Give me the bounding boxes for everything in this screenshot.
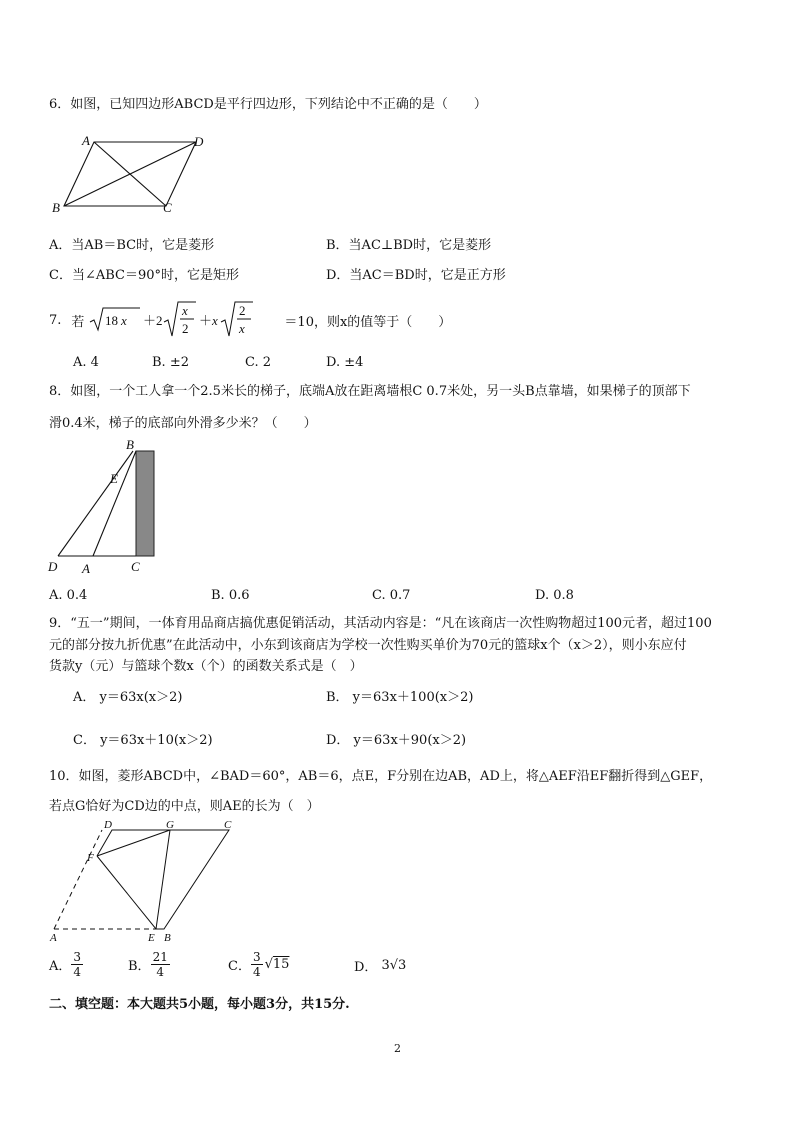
q10-label-c: C bbox=[224, 819, 232, 831]
q9-line3: 货款y（元）与篮球个数x（个）的函数关系式是（ ） bbox=[49, 659, 363, 674]
q8-label-a: A bbox=[82, 561, 90, 575]
q8-ladder-figure bbox=[46, 435, 166, 575]
q7-ruo: 若 bbox=[71, 314, 85, 330]
q8-line2: 滑0.4米，梯子的底部向外滑多少米？（ ） bbox=[49, 416, 317, 431]
q10-option-c-label: C． bbox=[228, 959, 251, 974]
svg-text:x: x bbox=[212, 313, 219, 328]
q6-label-d: D bbox=[194, 134, 204, 149]
q10-label-f: F bbox=[87, 852, 94, 864]
q8-label-b: B bbox=[126, 437, 134, 452]
q9-line1: 9．“五一”期间，一体育用品商店搞优惠促销活动，其活动内容是：“凡在该商店一次性购物超过100元者，超过100 bbox=[49, 616, 712, 631]
q7-equation-tail: ＝10，则x的值等于（ ） bbox=[284, 314, 452, 330]
q10-option-b-fraction: $\frac{21}{4}$ bbox=[152, 950, 168, 979]
q10-option-d-value: 3√3 bbox=[381, 958, 407, 973]
q8-option-c: C. 0.7 bbox=[372, 588, 411, 603]
q10-option-c: C． $\frac{3}{4}$ √15 bbox=[228, 950, 290, 979]
q10-option-d-label: D． bbox=[354, 960, 378, 975]
q8-label-d: D bbox=[48, 559, 58, 574]
q10-option-b bbox=[128, 950, 170, 979]
q6-option-b: B．当AC⊥BD时，它是菱形 bbox=[326, 238, 492, 253]
svg-text:2: 2 bbox=[182, 321, 189, 336]
q6-option-d: D．当AC＝BD时，它是正方形 bbox=[326, 268, 506, 283]
svg-text:2: 2 bbox=[239, 303, 246, 318]
q10-label-a: A bbox=[50, 932, 57, 944]
svg-text:x: x bbox=[121, 313, 128, 328]
q7-equation bbox=[88, 300, 284, 340]
q9-option-a: A． y＝63x(x＞2) bbox=[73, 690, 183, 705]
q10-label-b: B bbox=[164, 932, 171, 944]
q7-option-a: A. 4 bbox=[73, 355, 99, 370]
q10-label-g: G bbox=[166, 819, 174, 831]
q8-option-d: D. 0.8 bbox=[535, 588, 574, 603]
q9-option-b: B． y＝63x＋100(x＞2) bbox=[326, 690, 474, 705]
q10-line1: 10．如图，菱形ABCD中，∠BAD＝60°，AB＝6，点E，F分别在边AB，AD上，将△AEF沿EF翻折得到△GEF， bbox=[49, 769, 713, 784]
q10-option-c-radicand: 15 bbox=[272, 957, 290, 972]
q10-line2: 若点G恰好为CD边的中点，则AE的长为（ ） bbox=[49, 799, 320, 814]
q6-option-a: A．当AB＝BC时，它是菱形 bbox=[49, 238, 215, 253]
q7-option-b: B. ±2 bbox=[152, 355, 189, 370]
q10-rhombus-figure bbox=[44, 816, 244, 948]
q6-option-c: C．当∠ABC＝90°时，它是矩形 bbox=[49, 268, 240, 283]
q6-parallelogram-figure bbox=[48, 132, 218, 216]
q8-option-b: B. 0.6 bbox=[211, 588, 250, 603]
q10-label-e: E bbox=[148, 932, 155, 944]
section2-heading: 二、填空题：本大题共5小题，每小题3分，共15分. bbox=[49, 997, 350, 1012]
svg-text:＋2: ＋2 bbox=[143, 313, 163, 328]
q6-label-a: A bbox=[82, 133, 90, 148]
q6-label-c: C bbox=[163, 200, 172, 215]
svg-text:18: 18 bbox=[105, 313, 119, 328]
q8-option-a: A. 0.4 bbox=[49, 588, 88, 603]
q7-option-d: D. ±4 bbox=[326, 355, 364, 370]
q10-option-a-label: A． bbox=[49, 959, 72, 974]
q10-option-c-fraction: $\frac{3}{4}$ bbox=[252, 950, 261, 979]
q10-option-b-label: B． bbox=[128, 959, 151, 974]
q8-label-c: C bbox=[131, 559, 140, 574]
svg-text:＋: ＋ bbox=[199, 313, 213, 328]
q10-option-a-fraction: $\frac{3}{4}$ bbox=[73, 950, 82, 979]
svg-text:x: x bbox=[239, 321, 246, 336]
q7-stem bbox=[49, 300, 451, 340]
q10-option-d bbox=[354, 956, 406, 975]
q9-line2: 元的部分按九折优惠”在此活动中，小东到该商店为学校一次性购买单价为70元的篮球x个（x＞2），则小东应付 bbox=[49, 638, 687, 653]
page-number: 2 bbox=[394, 1042, 401, 1055]
q6-stem: 6．如图，已知四边形ABCD是平行四边形，下列结论中不正确的是（ ） bbox=[49, 97, 487, 112]
q9-option-d: D． y＝63x＋90(x＞2) bbox=[326, 733, 467, 748]
q10-label-d: D bbox=[104, 819, 112, 831]
q7-option-c: C. 2 bbox=[245, 355, 272, 370]
q9-option-c: C． y＝63x＋10(x＞2) bbox=[73, 733, 213, 748]
q8-label-e: E bbox=[110, 471, 118, 486]
q7-number: 7. bbox=[49, 312, 62, 328]
q6-label-b: B bbox=[52, 200, 60, 215]
svg-text:x: x bbox=[182, 303, 189, 318]
q8-line1: 8．如图，一个工人拿一个2.5米长的梯子，底端A放在距离墙根C 0.7米处，另一头B点靠墙，如果梯子的顶部下 bbox=[49, 384, 691, 399]
q10-option-a bbox=[49, 950, 83, 979]
